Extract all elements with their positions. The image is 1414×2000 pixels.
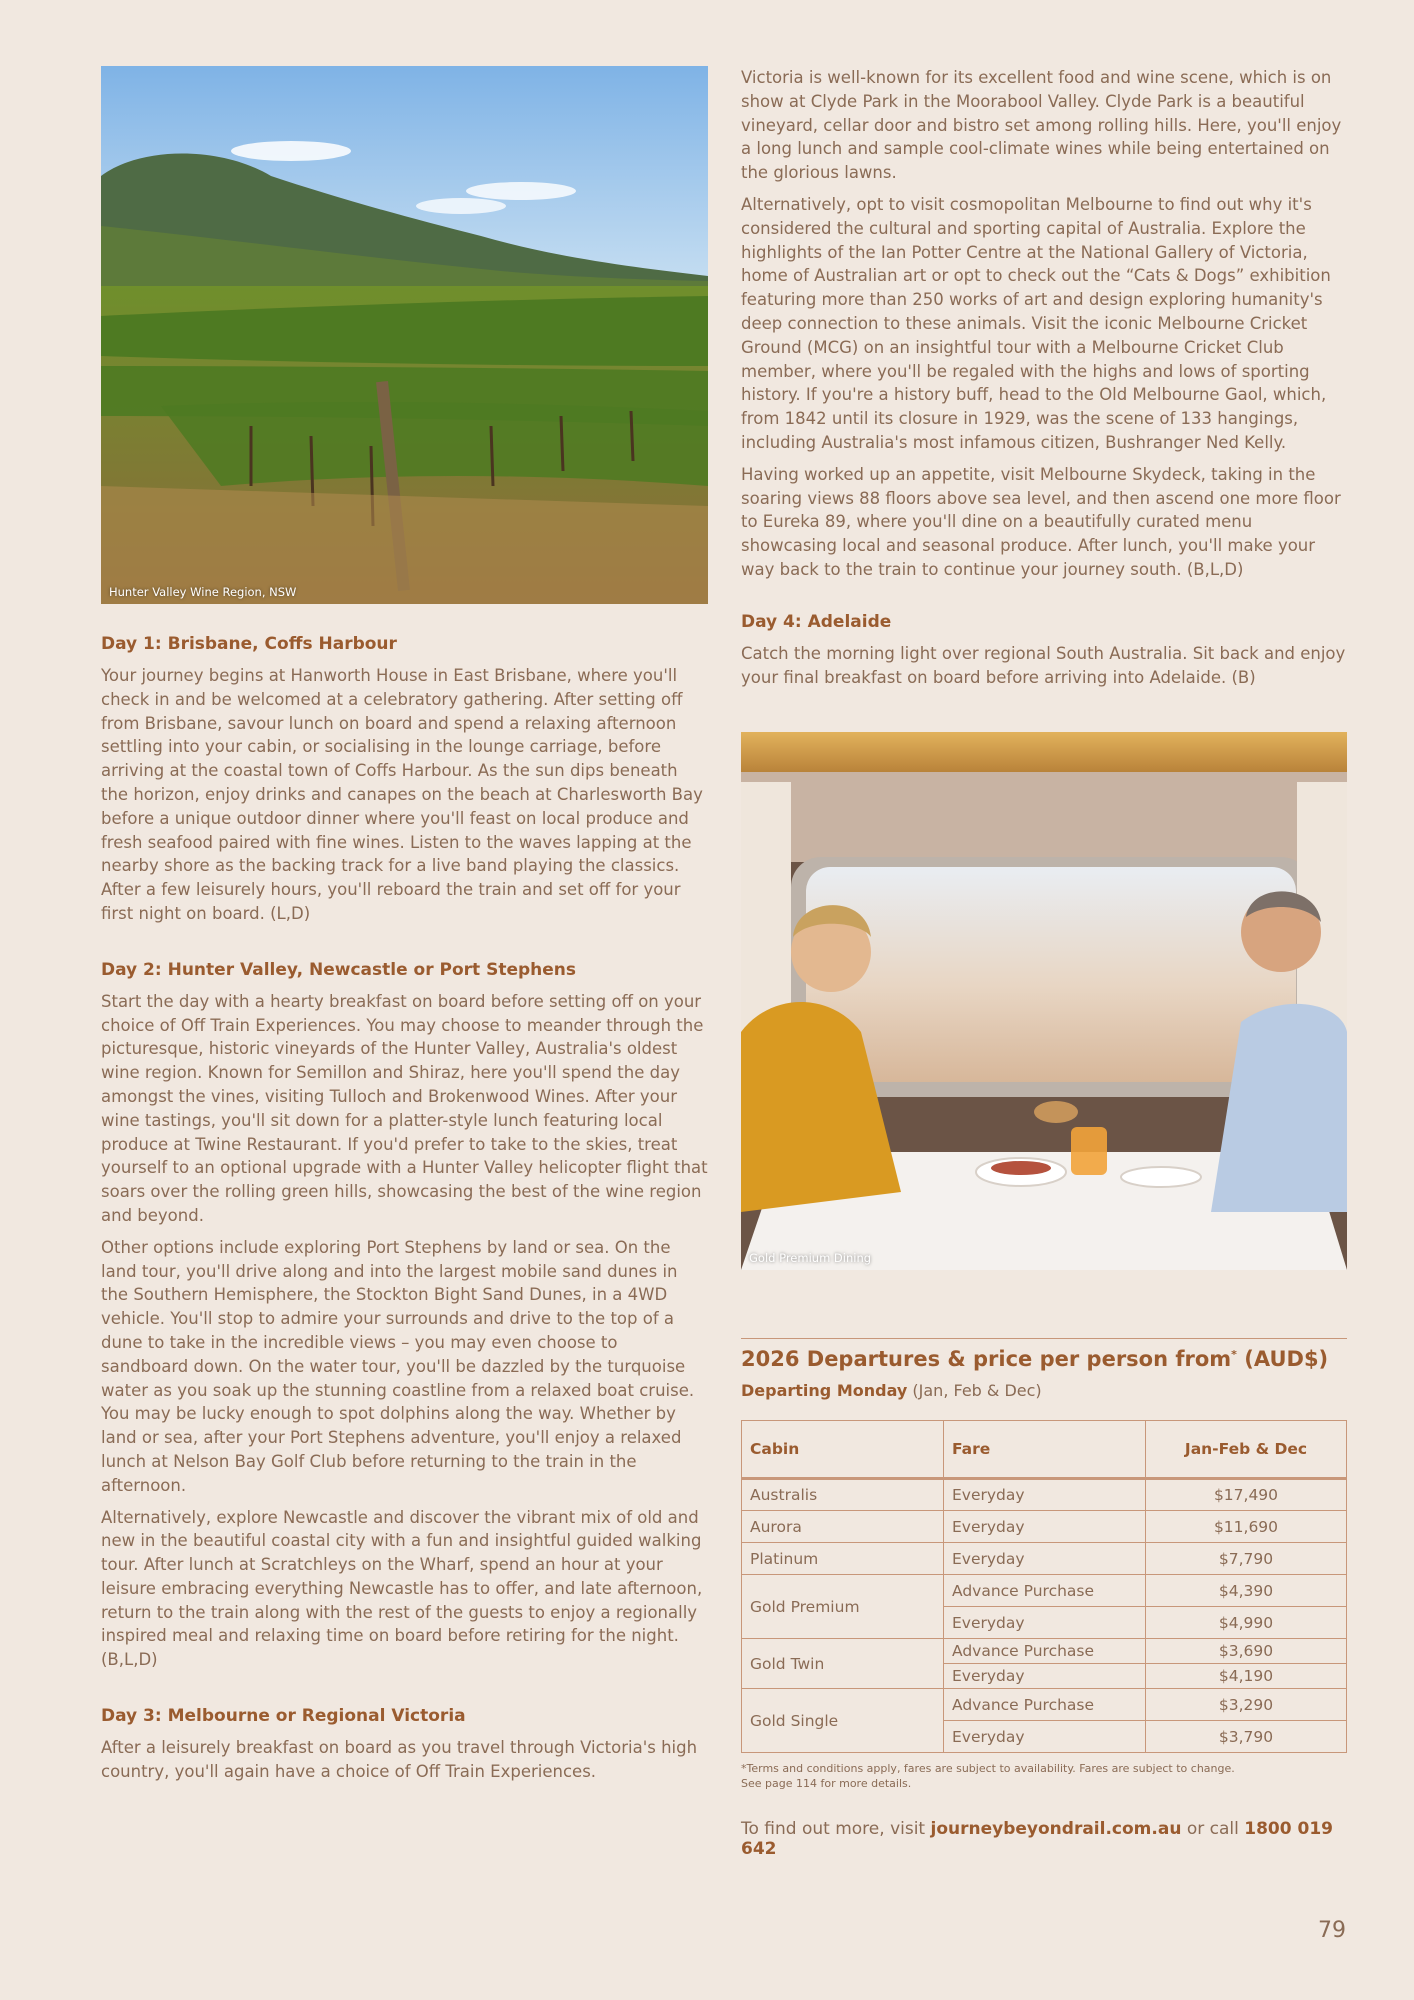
fare-cell: Advance Purchase	[944, 1639, 1146, 1664]
cabin-cell: Gold Single	[742, 1689, 944, 1753]
terms-line-1: *Terms and conditions apply, fares are subject to availability. Fares are subject to change.	[741, 1762, 1235, 1776]
contact-prefix: To find out more, visit	[741, 1819, 926, 1840]
table-row	[742, 1689, 1347, 1721]
fare-cell: Everyday	[944, 1721, 1146, 1753]
price-cell: $11,690	[1146, 1511, 1347, 1543]
day1-title: Day 1: Brisbane, Coffs Harbour	[101, 634, 397, 654]
fare-cell: Everyday	[944, 1479, 1146, 1511]
dining-caption: Gold Premium Dining	[749, 1251, 872, 1266]
price-cell: $17,490	[1146, 1479, 1347, 1511]
price-cell: $3,290	[1146, 1689, 1347, 1721]
fare-cell: Advance Purchase	[944, 1575, 1146, 1607]
fare-cell: Everyday	[944, 1664, 1146, 1689]
fare-cell: Everyday	[944, 1607, 1146, 1639]
price-cell: $7,790	[1146, 1543, 1347, 1575]
right-column	[741, 66, 1347, 1859]
col-header-cabin: Cabin	[742, 1421, 944, 1479]
day4-paragraph: Catch the morning light over regional South Australia. Sit back and enjoy your final breakfast on board before arriving into Adelaide. (B)	[741, 643, 1346, 687]
vineyard-caption: Hunter Valley Wine Region, NSW	[109, 585, 297, 599]
window-valance	[741, 732, 1347, 772]
day2-paragraph-1: Start the day with a hearty breakfast on board before setting off on your choice of Off Train Experiences. You may choose to meander through the picturesque, historic vineyards of the Hunter Valley, Australia's oldest wine region. Known for Semillon and Shiraz, here you'll spend the day amongst the vines, visiting Tulloch and Brokenwood Wines. After your wine tastings, you'll sit down for a platter-style lunch featuring local produce at Twine Restaurant. If you'd prefer to take to the skies, treat yourself to an optional upgrade with a Hunter Valley helicopter flight that soars over the rolling green hills, showcasing the best of the wine region and beyond.	[101, 991, 708, 1225]
cabin-cell: Australis	[742, 1479, 944, 1511]
victoria-paragraph-2: Alternatively, opt to visit cosmopolitan Melbourne to find out why it's considered the cultural and sporting capital of Australia. Explore the highlights of the Ian Potter Centre at the National Gallery of Victoria, home of Australian art or opt to check out the “Cats & Dogs” exhibition featuring more than 250 works of art and design exploring humanity's deep connection to these animals. Visit the iconic Melbourne Cricket Ground (MCG) on an insightful tour with a Melbourne Cricket Club member, where you'll be regaled with the highs and lows of sporting history. If you're a history buff, head to the Old Melbourne Gaol, which, from 1842 until its closure in 1929, was the scene of 133 hangings, including Australia's most infamous citizen, Bushranger Ned Kelly.	[741, 194, 1331, 452]
price-cell: $4,990	[1146, 1607, 1347, 1639]
price-cell: $3,690	[1146, 1639, 1347, 1664]
page-number: 79	[1318, 1918, 1346, 1943]
day1-paragraph: Your journey begins at Hanworth House in East Brisbane, where you'll check in and be welcomed at a celebratory gathering. After setting off from Brisbane, savour lunch on board and spend a relaxing afternoon settling into your cabin, or socialising in the lounge carriage, before arriving at the coastal town of Coffs Harbour. As the sun dips beneath the horizon, enjoy drinks and canapes on the beach at Charlesworth Bay before a unique outdoor dinner where you'll feast on local produce and fresh seafood paired with fine wines. Listen to the waves lapping at the nearby shore as the backing track for a live band playing the classics. After a few leisurely hours, you'll reboard the train and set off for your first night on board. (L,D)	[101, 666, 703, 923]
left-column	[101, 66, 708, 1792]
day3-paragraph: After a leisurely breakfast on board as you travel through Victoria's high country, you'll again have a choice of Off Train Experiences.	[101, 1738, 698, 1781]
departing-subheading: Departing Monday (Jan, Feb & Dec)	[741, 1381, 1042, 1401]
train-window	[806, 867, 1296, 1082]
cabin-cell: Platinum	[742, 1543, 944, 1575]
vineyard-illustration	[101, 66, 708, 604]
terms-line-2: See page 114 for more details.	[741, 1777, 912, 1791]
price-cell: $3,790	[1146, 1721, 1347, 1753]
fare-cell: Advance Purchase	[944, 1689, 1146, 1721]
dining-illustration	[741, 732, 1347, 1270]
cabin-cell: Aurora	[742, 1511, 944, 1543]
table-row	[742, 1639, 1347, 1664]
day2-title: Day 2: Hunter Valley, Newcastle or Port Stephens	[101, 959, 577, 980]
fares-section	[741, 1338, 1347, 1859]
fare-cell: Everyday	[944, 1511, 1146, 1543]
cabin-cell: Gold Twin	[742, 1639, 944, 1689]
phone-number[interactable]: 1800 019 642	[741, 1819, 1333, 1860]
col-header-price: Jan-Feb & Dec	[1146, 1421, 1347, 1479]
day2-paragraph-2: Other options include exploring Port Stephens by land or sea. On the land tour, you'll drive along and into the largest mobile sand dunes in the Southern Hemisphere, the Stockton Bight Sand Dunes, in a 4WD vehicle. You'll stop to admire your surrounds and drive to the top of a dune to take in the incredible views – you may even choose to sandboard down. On the water tour, you'll be dazzled by the turquoise water as you soak up the stunning coastline from a relaxed boat cruise. You may be lucky enough to spot dolphins along the way. Whether by land or sea, after your Port Stephens adventure, you'll enjoy a relaxed lunch at Nelson Bay Golf Club before returning to the train in the afternoon.	[101, 1237, 695, 1495]
dining-photo	[741, 732, 1347, 1270]
contact-line	[741, 1819, 1347, 1859]
price-cell: $4,190	[1146, 1664, 1347, 1689]
day2-paragraph-3: Alternatively, explore Newcastle and discover the vibrant mix of old and new in the beautiful coastal city with a fun and insightful guided walking tour. After lunch at Scratchleys on the Wharf, spend an hour at your leisure embracing everything Newcastle has to offer, and late afternoon, return to the train along with the rest of the guests to enjoy a regionally inspired meal and relaxing time on board before retiring for the night. (B,L,D)	[101, 1507, 703, 1670]
terms-note	[741, 1761, 1347, 1791]
vineyard-photo	[101, 66, 708, 604]
table-row	[742, 1511, 1347, 1543]
contact-middle: or call	[1186, 1819, 1239, 1840]
table-row	[742, 1479, 1347, 1511]
table-row	[742, 1575, 1347, 1607]
day3-title: Day 3: Melbourne or Regional Victoria	[101, 1706, 466, 1727]
price-cell: $4,390	[1146, 1575, 1347, 1607]
website-link[interactable]: journeybeyondrail.com.au	[930, 1819, 1182, 1840]
fares-heading: 2026 Departures & price per person from* (AUD$)	[741, 1347, 1329, 1372]
col-header-fare: Fare	[944, 1421, 1146, 1479]
victoria-paragraph-3: Having worked up an appetite, visit Melbourne Skydeck, taking in the soaring views 88 floors above sea level, and then ascend one more floor to Eureka 89, where you'll dine on a beautifully curated menu showcasing local and seasonal produce. After lunch, you'll make your way back to the train to continue your journey south. (B,L,D)	[741, 464, 1341, 579]
victoria-paragraph-1: Victoria is well-known for its excellent food and wine scene, which is on show at Clyde Park in the Moorabool Valley. Clyde Park is a beautiful vineyard, cellar door and bistro set among rolling hills. Here, you'll enjoy a long lunch and sample cool-climate wines while being entertained on the glorious lawns.	[741, 68, 1342, 183]
table-row	[742, 1543, 1347, 1575]
day4-title: Day 4: Adelaide	[741, 611, 892, 632]
cabin-cell: Gold Premium	[742, 1575, 944, 1639]
fares-table	[741, 1420, 1347, 1753]
fare-cell: Everyday	[944, 1543, 1146, 1575]
